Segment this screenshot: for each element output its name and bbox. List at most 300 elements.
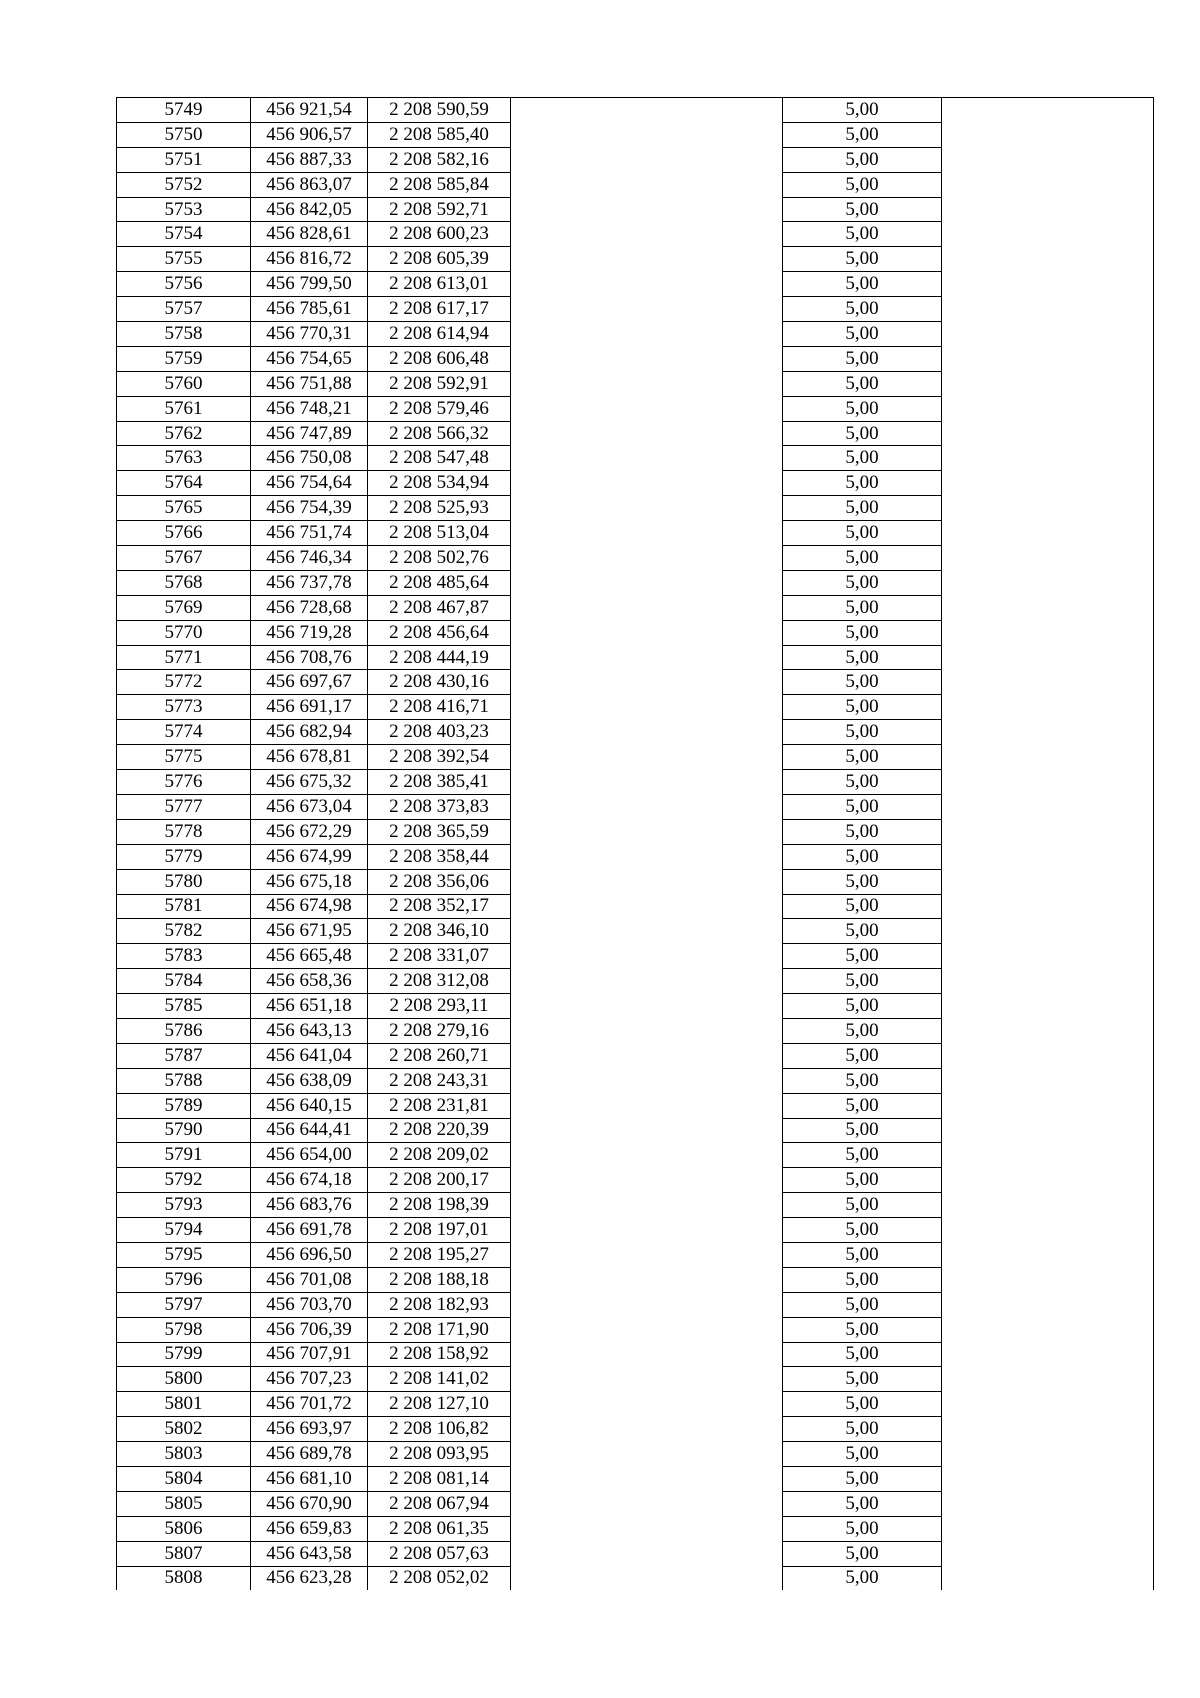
empty-cell: [511, 894, 783, 919]
empty-cell: [511, 1491, 783, 1516]
table-row: [117, 346, 1154, 371]
point-number-cell: 5778: [117, 819, 251, 844]
y-coordinate-cell: 2 208 579,46: [368, 396, 511, 421]
x-coordinate-cell: 456 651,18: [251, 994, 368, 1019]
empty-cell: [942, 1466, 1154, 1491]
x-coordinate-cell: 456 674,18: [251, 1168, 368, 1193]
point-number-cell: 5781: [117, 894, 251, 919]
empty-cell: [942, 1367, 1154, 1392]
tolerance-cell: 5,00: [783, 844, 942, 869]
x-coordinate-cell: 456 706,39: [251, 1317, 368, 1342]
tolerance-cell: 5,00: [783, 98, 942, 123]
table-row: [117, 944, 1154, 969]
tolerance-cell: 5,00: [783, 521, 942, 546]
tolerance-cell: 5,00: [783, 546, 942, 571]
table-row: [117, 894, 1154, 919]
y-coordinate-cell: 2 208 373,83: [368, 794, 511, 819]
y-coordinate-cell: 2 208 171,90: [368, 1317, 511, 1342]
x-coordinate-cell: 456 675,32: [251, 770, 368, 795]
empty-cell: [511, 1442, 783, 1467]
empty-cell: [942, 1168, 1154, 1193]
y-coordinate-cell: 2 208 141,02: [368, 1367, 511, 1392]
empty-cell: [511, 1392, 783, 1417]
x-coordinate-cell: 456 643,58: [251, 1541, 368, 1566]
y-coordinate-cell: 2 208 444,19: [368, 645, 511, 670]
table-row: [117, 1566, 1154, 1590]
x-coordinate-cell: 456 707,91: [251, 1342, 368, 1367]
table-row: [117, 421, 1154, 446]
empty-cell: [511, 869, 783, 894]
empty-cell: [942, 1143, 1154, 1168]
y-coordinate-cell: 2 208 606,48: [368, 346, 511, 371]
y-coordinate-cell: 2 208 590,59: [368, 98, 511, 123]
point-number-cell: 5782: [117, 919, 251, 944]
empty-cell: [511, 1566, 783, 1590]
tolerance-cell: 5,00: [783, 645, 942, 670]
empty-cell: [511, 794, 783, 819]
point-number-cell: 5767: [117, 546, 251, 571]
empty-cell: [511, 994, 783, 1019]
tolerance-cell: 5,00: [783, 1317, 942, 1342]
table-row: [117, 1466, 1154, 1491]
empty-cell: [942, 322, 1154, 347]
tolerance-cell: 5,00: [783, 570, 942, 595]
table-row: [117, 670, 1154, 695]
tolerance-cell: 5,00: [783, 1367, 942, 1392]
empty-cell: [511, 546, 783, 571]
empty-cell: [511, 1168, 783, 1193]
point-number-cell: 5785: [117, 994, 251, 1019]
table-row: [117, 546, 1154, 571]
tolerance-cell: 5,00: [783, 272, 942, 297]
empty-cell: [942, 1566, 1154, 1590]
table-row: [117, 297, 1154, 322]
y-coordinate-cell: 2 208 197,01: [368, 1218, 511, 1243]
point-number-cell: 5766: [117, 521, 251, 546]
y-coordinate-cell: 2 208 195,27: [368, 1242, 511, 1267]
y-coordinate-cell: 2 208 547,48: [368, 446, 511, 471]
y-coordinate-cell: 2 208 365,59: [368, 819, 511, 844]
x-coordinate-cell: 456 746,34: [251, 546, 368, 571]
x-coordinate-cell: 456 770,31: [251, 322, 368, 347]
empty-cell: [511, 396, 783, 421]
table-row: [117, 994, 1154, 1019]
table-row: [117, 695, 1154, 720]
x-coordinate-cell: 456 697,67: [251, 670, 368, 695]
empty-cell: [511, 122, 783, 147]
y-coordinate-cell: 2 208 513,04: [368, 521, 511, 546]
empty-cell: [942, 1491, 1154, 1516]
empty-cell: [942, 1541, 1154, 1566]
y-coordinate-cell: 2 208 182,93: [368, 1292, 511, 1317]
empty-cell: [511, 844, 783, 869]
point-number-cell: 5794: [117, 1218, 251, 1243]
tolerance-cell: 5,00: [783, 720, 942, 745]
table-row: [117, 122, 1154, 147]
tolerance-cell: 5,00: [783, 745, 942, 770]
empty-cell: [942, 98, 1154, 123]
point-number-cell: 5797: [117, 1292, 251, 1317]
point-number-cell: 5789: [117, 1093, 251, 1118]
point-number-cell: 5774: [117, 720, 251, 745]
empty-cell: [511, 1118, 783, 1143]
empty-cell: [942, 894, 1154, 919]
empty-cell: [511, 272, 783, 297]
y-coordinate-cell: 2 208 331,07: [368, 944, 511, 969]
x-coordinate-cell: 456 691,78: [251, 1218, 368, 1243]
table-row: [117, 247, 1154, 272]
y-coordinate-cell: 2 208 220,39: [368, 1118, 511, 1143]
empty-cell: [511, 247, 783, 272]
point-number-cell: 5786: [117, 1018, 251, 1043]
point-number-cell: 5807: [117, 1541, 251, 1566]
x-coordinate-cell: 456 747,89: [251, 421, 368, 446]
tolerance-cell: 5,00: [783, 819, 942, 844]
tolerance-cell: 5,00: [783, 869, 942, 894]
point-number-cell: 5793: [117, 1193, 251, 1218]
point-number-cell: 5806: [117, 1516, 251, 1541]
tolerance-cell: 5,00: [783, 794, 942, 819]
empty-cell: [511, 1367, 783, 1392]
y-coordinate-cell: 2 208 260,71: [368, 1043, 511, 1068]
empty-cell: [942, 645, 1154, 670]
x-coordinate-cell: 456 643,13: [251, 1018, 368, 1043]
y-coordinate-cell: 2 208 243,31: [368, 1068, 511, 1093]
tolerance-cell: 5,00: [783, 1068, 942, 1093]
tolerance-cell: 5,00: [783, 1242, 942, 1267]
y-coordinate-cell: 2 208 566,32: [368, 421, 511, 446]
x-coordinate-cell: 456 689,78: [251, 1442, 368, 1467]
y-coordinate-cell: 2 208 430,16: [368, 670, 511, 695]
point-number-cell: 5769: [117, 595, 251, 620]
tolerance-cell: 5,00: [783, 1292, 942, 1317]
x-coordinate-cell: 456 654,00: [251, 1143, 368, 1168]
empty-cell: [511, 197, 783, 222]
x-coordinate-cell: 456 671,95: [251, 919, 368, 944]
table-row: [117, 645, 1154, 670]
empty-cell: [942, 1317, 1154, 1342]
table-row: [117, 1168, 1154, 1193]
empty-cell: [511, 620, 783, 645]
empty-cell: [942, 944, 1154, 969]
empty-cell: [942, 172, 1154, 197]
tolerance-cell: 5,00: [783, 1541, 942, 1566]
tolerance-cell: 5,00: [783, 894, 942, 919]
empty-cell: [942, 197, 1154, 222]
y-coordinate-cell: 2 208 485,64: [368, 570, 511, 595]
empty-cell: [942, 1018, 1154, 1043]
x-coordinate-cell: 456 748,21: [251, 396, 368, 421]
tolerance-cell: 5,00: [783, 222, 942, 247]
y-coordinate-cell: 2 208 403,23: [368, 720, 511, 745]
table-row: [117, 969, 1154, 994]
table-row: [117, 1367, 1154, 1392]
y-coordinate-cell: 2 208 061,35: [368, 1516, 511, 1541]
tolerance-cell: 5,00: [783, 620, 942, 645]
empty-cell: [942, 346, 1154, 371]
table-row: [117, 322, 1154, 347]
y-coordinate-cell: 2 208 293,11: [368, 994, 511, 1019]
point-number-cell: 5783: [117, 944, 251, 969]
empty-cell: [511, 1516, 783, 1541]
point-number-cell: 5788: [117, 1068, 251, 1093]
table-row: [117, 720, 1154, 745]
tolerance-cell: 5,00: [783, 172, 942, 197]
point-number-cell: 5791: [117, 1143, 251, 1168]
empty-cell: [942, 272, 1154, 297]
table-row: [117, 1242, 1154, 1267]
empty-cell: [942, 1392, 1154, 1417]
empty-cell: [511, 695, 783, 720]
table-row: [117, 1193, 1154, 1218]
table-row: [117, 1118, 1154, 1143]
tolerance-cell: 5,00: [783, 919, 942, 944]
empty-cell: [942, 1193, 1154, 1218]
point-number-cell: 5760: [117, 371, 251, 396]
empty-cell: [942, 994, 1154, 1019]
point-number-cell: 5764: [117, 471, 251, 496]
empty-cell: [942, 595, 1154, 620]
empty-cell: [942, 1043, 1154, 1068]
point-number-cell: 5752: [117, 172, 251, 197]
y-coordinate-cell: 2 208 385,41: [368, 770, 511, 795]
coordinates-table: [116, 97, 1154, 1590]
point-number-cell: 5780: [117, 869, 251, 894]
y-coordinate-cell: 2 208 416,71: [368, 695, 511, 720]
y-coordinate-cell: 2 208 279,16: [368, 1018, 511, 1043]
empty-cell: [942, 1242, 1154, 1267]
x-coordinate-cell: 456 691,17: [251, 695, 368, 720]
x-coordinate-cell: 456 673,04: [251, 794, 368, 819]
point-number-cell: 5800: [117, 1367, 251, 1392]
y-coordinate-cell: 2 208 456,64: [368, 620, 511, 645]
empty-cell: [942, 919, 1154, 944]
empty-cell: [511, 496, 783, 521]
y-coordinate-cell: 2 208 585,40: [368, 122, 511, 147]
empty-cell: [511, 1018, 783, 1043]
point-number-cell: 5753: [117, 197, 251, 222]
empty-cell: [942, 745, 1154, 770]
tolerance-cell: 5,00: [783, 1093, 942, 1118]
empty-cell: [942, 1342, 1154, 1367]
x-coordinate-cell: 456 754,64: [251, 471, 368, 496]
table-row: [117, 844, 1154, 869]
y-coordinate-cell: 2 208 198,39: [368, 1193, 511, 1218]
x-coordinate-cell: 456 863,07: [251, 172, 368, 197]
tolerance-cell: 5,00: [783, 1143, 942, 1168]
empty-cell: [942, 1516, 1154, 1541]
x-coordinate-cell: 456 707,23: [251, 1367, 368, 1392]
empty-cell: [511, 1193, 783, 1218]
table-row: [117, 1018, 1154, 1043]
point-number-cell: 5777: [117, 794, 251, 819]
tolerance-cell: 5,00: [783, 122, 942, 147]
tolerance-cell: 5,00: [783, 371, 942, 396]
x-coordinate-cell: 456 785,61: [251, 297, 368, 322]
table-row: [117, 919, 1154, 944]
tolerance-cell: 5,00: [783, 446, 942, 471]
tolerance-cell: 5,00: [783, 1118, 942, 1143]
point-number-cell: 5790: [117, 1118, 251, 1143]
tolerance-cell: 5,00: [783, 1516, 942, 1541]
point-number-cell: 5803: [117, 1442, 251, 1467]
table-row: [117, 595, 1154, 620]
empty-cell: [942, 521, 1154, 546]
empty-cell: [942, 496, 1154, 521]
x-coordinate-cell: 456 816,72: [251, 247, 368, 272]
x-coordinate-cell: 456 641,04: [251, 1043, 368, 1068]
table-row: [117, 471, 1154, 496]
table-row: [117, 1392, 1154, 1417]
empty-cell: [942, 695, 1154, 720]
empty-cell: [511, 1093, 783, 1118]
table-row: [117, 794, 1154, 819]
empty-cell: [942, 844, 1154, 869]
table-row: [117, 272, 1154, 297]
table-row: [117, 197, 1154, 222]
tolerance-cell: 5,00: [783, 1043, 942, 1068]
y-coordinate-cell: 2 208 358,44: [368, 844, 511, 869]
table-row: [117, 869, 1154, 894]
tolerance-cell: 5,00: [783, 1466, 942, 1491]
tolerance-cell: 5,00: [783, 496, 942, 521]
x-coordinate-cell: 456 750,08: [251, 446, 368, 471]
empty-cell: [942, 1442, 1154, 1467]
empty-cell: [942, 396, 1154, 421]
point-number-cell: 5795: [117, 1242, 251, 1267]
empty-cell: [511, 322, 783, 347]
empty-cell: [511, 297, 783, 322]
tolerance-cell: 5,00: [783, 994, 942, 1019]
empty-cell: [942, 546, 1154, 571]
empty-cell: [942, 620, 1154, 645]
empty-cell: [511, 446, 783, 471]
x-coordinate-cell: 456 737,78: [251, 570, 368, 595]
point-number-cell: 5751: [117, 147, 251, 172]
x-coordinate-cell: 456 658,36: [251, 969, 368, 994]
x-coordinate-cell: 456 701,08: [251, 1267, 368, 1292]
y-coordinate-cell: 2 208 502,76: [368, 546, 511, 571]
x-coordinate-cell: 456 644,41: [251, 1118, 368, 1143]
point-number-cell: 5749: [117, 98, 251, 123]
empty-cell: [511, 147, 783, 172]
tolerance-cell: 5,00: [783, 1491, 942, 1516]
empty-cell: [942, 1292, 1154, 1317]
table-row: [117, 222, 1154, 247]
tolerance-cell: 5,00: [783, 1417, 942, 1442]
empty-cell: [511, 1218, 783, 1243]
tolerance-cell: 5,00: [783, 197, 942, 222]
empty-cell: [942, 869, 1154, 894]
x-coordinate-cell: 456 681,10: [251, 1466, 368, 1491]
table-row: [117, 1342, 1154, 1367]
point-number-cell: 5792: [117, 1168, 251, 1193]
point-number-cell: 5755: [117, 247, 251, 272]
empty-cell: [942, 794, 1154, 819]
y-coordinate-cell: 2 208 613,01: [368, 272, 511, 297]
point-number-cell: 5779: [117, 844, 251, 869]
y-coordinate-cell: 2 208 188,18: [368, 1267, 511, 1292]
y-coordinate-cell: 2 208 534,94: [368, 471, 511, 496]
table-row: [117, 98, 1154, 123]
point-number-cell: 5757: [117, 297, 251, 322]
y-coordinate-cell: 2 208 093,95: [368, 1442, 511, 1467]
y-coordinate-cell: 2 208 467,87: [368, 595, 511, 620]
tolerance-cell: 5,00: [783, 247, 942, 272]
table-row: [117, 770, 1154, 795]
tolerance-cell: 5,00: [783, 670, 942, 695]
tolerance-cell: 5,00: [783, 1392, 942, 1417]
y-coordinate-cell: 2 208 585,84: [368, 172, 511, 197]
tolerance-cell: 5,00: [783, 1342, 942, 1367]
y-coordinate-cell: 2 208 592,91: [368, 371, 511, 396]
empty-cell: [511, 1242, 783, 1267]
empty-cell: [942, 471, 1154, 496]
table-row: [117, 1218, 1154, 1243]
empty-cell: [942, 670, 1154, 695]
y-coordinate-cell: 2 208 158,92: [368, 1342, 511, 1367]
y-coordinate-cell: 2 208 600,23: [368, 222, 511, 247]
y-coordinate-cell: 2 208 057,63: [368, 1541, 511, 1566]
point-number-cell: 5770: [117, 620, 251, 645]
x-coordinate-cell: 456 665,48: [251, 944, 368, 969]
x-coordinate-cell: 456 640,15: [251, 1093, 368, 1118]
x-coordinate-cell: 456 906,57: [251, 122, 368, 147]
x-coordinate-cell: 456 719,28: [251, 620, 368, 645]
x-coordinate-cell: 456 754,65: [251, 346, 368, 371]
empty-cell: [511, 1466, 783, 1491]
empty-cell: [511, 745, 783, 770]
table-row: [117, 570, 1154, 595]
point-number-cell: 5761: [117, 396, 251, 421]
tolerance-cell: 5,00: [783, 695, 942, 720]
empty-cell: [511, 969, 783, 994]
y-coordinate-cell: 2 208 209,02: [368, 1143, 511, 1168]
y-coordinate-cell: 2 208 052,02: [368, 1566, 511, 1590]
table-row: [117, 521, 1154, 546]
empty-cell: [511, 1417, 783, 1442]
point-number-cell: 5773: [117, 695, 251, 720]
table-row: [117, 446, 1154, 471]
point-number-cell: 5750: [117, 122, 251, 147]
empty-cell: [942, 371, 1154, 396]
x-coordinate-cell: 456 675,18: [251, 869, 368, 894]
empty-cell: [511, 1292, 783, 1317]
empty-cell: [942, 1093, 1154, 1118]
table-row: [117, 819, 1154, 844]
empty-cell: [511, 720, 783, 745]
empty-cell: [511, 172, 783, 197]
x-coordinate-cell: 456 674,98: [251, 894, 368, 919]
y-coordinate-cell: 2 208 605,39: [368, 247, 511, 272]
point-number-cell: 5759: [117, 346, 251, 371]
tolerance-cell: 5,00: [783, 1267, 942, 1292]
x-coordinate-cell: 456 887,33: [251, 147, 368, 172]
y-coordinate-cell: 2 208 592,71: [368, 197, 511, 222]
point-number-cell: 5808: [117, 1566, 251, 1590]
tolerance-cell: 5,00: [783, 297, 942, 322]
empty-cell: [511, 1267, 783, 1292]
y-coordinate-cell: 2 208 106,82: [368, 1417, 511, 1442]
x-coordinate-cell: 456 696,50: [251, 1242, 368, 1267]
empty-cell: [942, 819, 1154, 844]
tolerance-cell: 5,00: [783, 421, 942, 446]
empty-cell: [942, 1118, 1154, 1143]
x-coordinate-cell: 456 708,76: [251, 645, 368, 670]
point-number-cell: 5771: [117, 645, 251, 670]
point-number-cell: 5768: [117, 570, 251, 595]
empty-cell: [942, 1267, 1154, 1292]
